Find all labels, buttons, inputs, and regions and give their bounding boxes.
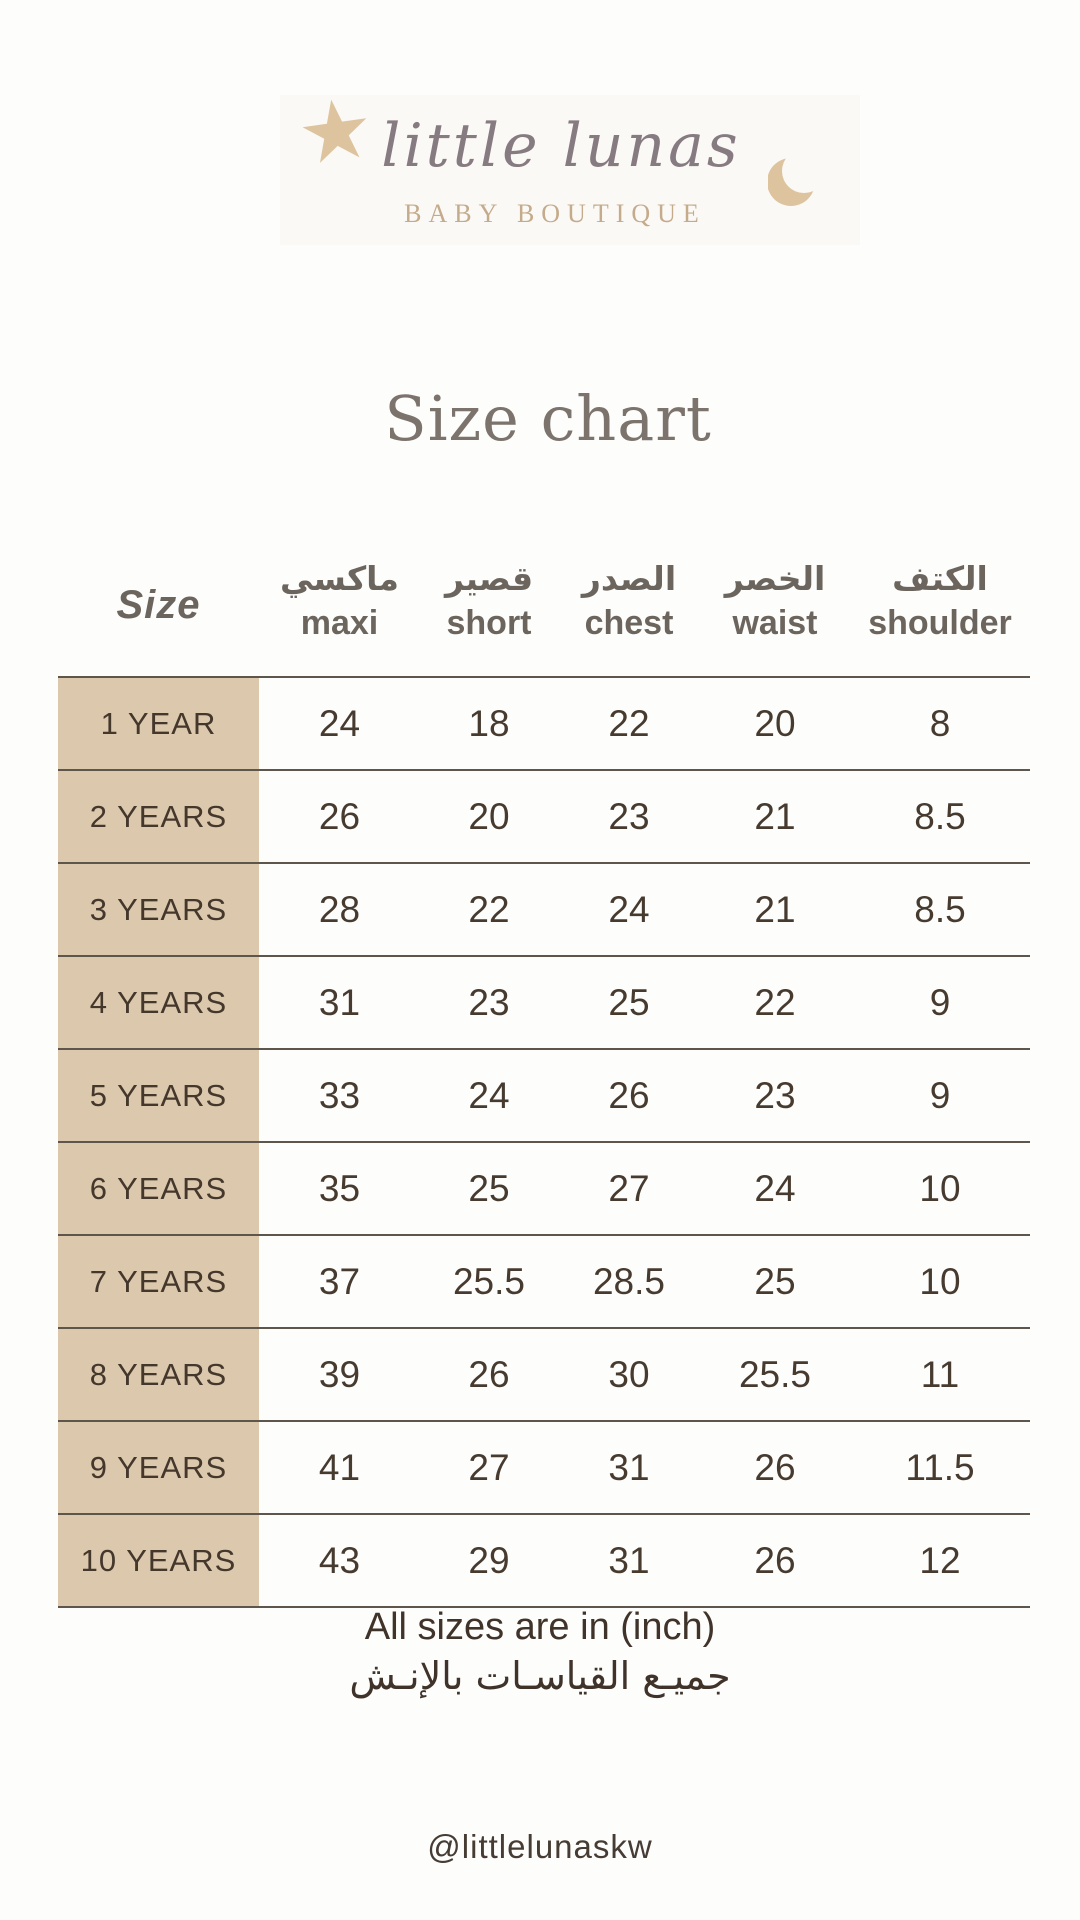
page-title: Size chart — [384, 382, 712, 455]
column-header-english: chest — [584, 604, 674, 642]
size-cell: 22 — [468, 888, 510, 930]
size-cell: 26 — [754, 1446, 796, 1488]
column-header-arabic: الكتف — [892, 559, 988, 598]
table-row — [58, 956, 1030, 1049]
row-label: 5 YEARS — [58, 1049, 259, 1142]
units-note-arabic: جميـع القياسـات بالإنـش — [349, 1654, 731, 1698]
column-header-english: maxi — [300, 604, 379, 642]
size-cell: 25 — [468, 1167, 510, 1209]
size-cell: 10 — [919, 1260, 961, 1302]
table-row — [58, 1235, 1030, 1328]
column-header-short — [420, 478, 558, 677]
size-cell: 29 — [468, 1539, 510, 1581]
column-header-chest — [558, 478, 700, 677]
table-row — [58, 1049, 1030, 1142]
size-cell: 21 — [754, 795, 796, 837]
size-table-body — [58, 677, 1030, 1607]
table-row — [58, 863, 1030, 956]
size-cell: 27 — [608, 1167, 650, 1209]
size-cell: 26 — [754, 1539, 796, 1581]
units-note-english: All sizes are in (inch) — [364, 1606, 716, 1648]
size-cell: 30 — [608, 1353, 650, 1395]
size-cell: 20 — [468, 795, 510, 837]
row-label: 8 YEARS — [58, 1328, 259, 1421]
row-label: 7 YEARS — [58, 1235, 259, 1328]
size-chart-table — [58, 478, 1030, 1608]
row-label: 2 YEARS — [58, 770, 259, 863]
row-label: 10 YEARS — [58, 1514, 259, 1607]
star-icon: ★ — [291, 79, 380, 183]
row-label: 4 YEARS — [58, 956, 259, 1049]
column-header-arabic: الخصر — [724, 559, 826, 598]
size-cell: 41 — [318, 1446, 361, 1488]
social-handle: @littlelunaskw — [427, 1828, 653, 1865]
table-row — [58, 1142, 1030, 1235]
table-row — [58, 1328, 1030, 1421]
size-cell: 24 — [754, 1167, 796, 1209]
size-cell: 25.5 — [452, 1260, 525, 1302]
size-cell: 8 — [929, 702, 951, 744]
size-cell: 22 — [754, 981, 796, 1023]
size-cell: 25.5 — [738, 1353, 811, 1395]
size-column-header: Size — [116, 583, 201, 627]
table-row — [58, 677, 1030, 770]
size-cell: 26 — [608, 1074, 650, 1116]
size-cell: 33 — [318, 1074, 361, 1116]
size-cell: 9 — [929, 1074, 951, 1116]
row-label: 3 YEARS — [58, 863, 259, 956]
size-cell: 26 — [318, 795, 361, 837]
row-label: 6 YEARS — [58, 1142, 259, 1235]
table-header-row — [58, 478, 1030, 677]
table-row — [58, 1514, 1030, 1607]
size-cell: 43 — [318, 1539, 361, 1581]
size-cell: 24 — [468, 1074, 510, 1116]
column-header-arabic: ماكسي — [280, 559, 399, 598]
size-cell: 35 — [318, 1167, 361, 1209]
column-header-maxi — [259, 478, 420, 677]
size-cell: 27 — [468, 1446, 510, 1488]
column-header-english: shoulder — [868, 604, 1012, 642]
size-cell: 31 — [608, 1446, 650, 1488]
size-cell: 18 — [468, 702, 510, 744]
table-row — [58, 770, 1030, 863]
size-cell: 39 — [318, 1353, 361, 1395]
size-cell: 28 — [318, 888, 361, 930]
size-cell: 23 — [754, 1074, 796, 1116]
size-cell: 25 — [754, 1260, 796, 1302]
brand-tagline: BABY BOUTIQUE — [404, 199, 706, 228]
column-header-arabic: الصدر — [581, 559, 677, 598]
size-cell: 24 — [608, 888, 650, 930]
column-header-shoulder — [850, 478, 1030, 677]
size-cell: 11.5 — [905, 1446, 975, 1488]
size-cell: 9 — [929, 981, 951, 1023]
size-cell: 31 — [318, 981, 361, 1023]
row-label: 9 YEARS — [58, 1421, 259, 1514]
column-header-arabic: قصير — [444, 559, 534, 598]
size-cell: 22 — [608, 702, 650, 744]
size-cell: 20 — [754, 702, 796, 744]
size-cell: 24 — [318, 702, 361, 744]
size-cell: 11 — [920, 1353, 960, 1395]
column-header-waist — [700, 478, 850, 677]
size-cell: 25 — [608, 981, 650, 1023]
size-cell: 8.5 — [914, 795, 966, 837]
size-cell: 23 — [608, 795, 650, 837]
table-row — [58, 1421, 1030, 1514]
size-cell: 10 — [919, 1167, 961, 1209]
size-cell: 26 — [468, 1353, 510, 1395]
logo — [280, 79, 860, 245]
column-header-english: short — [446, 604, 532, 642]
size-cell: 8.5 — [914, 888, 966, 930]
row-label: 1 YEAR — [58, 677, 259, 770]
column-header-english: waist — [732, 604, 818, 642]
size-cell: 31 — [608, 1539, 650, 1581]
size-cell: 28.5 — [592, 1260, 665, 1302]
size-cell: 23 — [468, 981, 510, 1023]
size-cell: 37 — [318, 1260, 361, 1302]
size-cell: 12 — [919, 1539, 961, 1581]
size-cell: 21 — [754, 888, 796, 930]
brand-name: little lunas — [381, 111, 741, 181]
